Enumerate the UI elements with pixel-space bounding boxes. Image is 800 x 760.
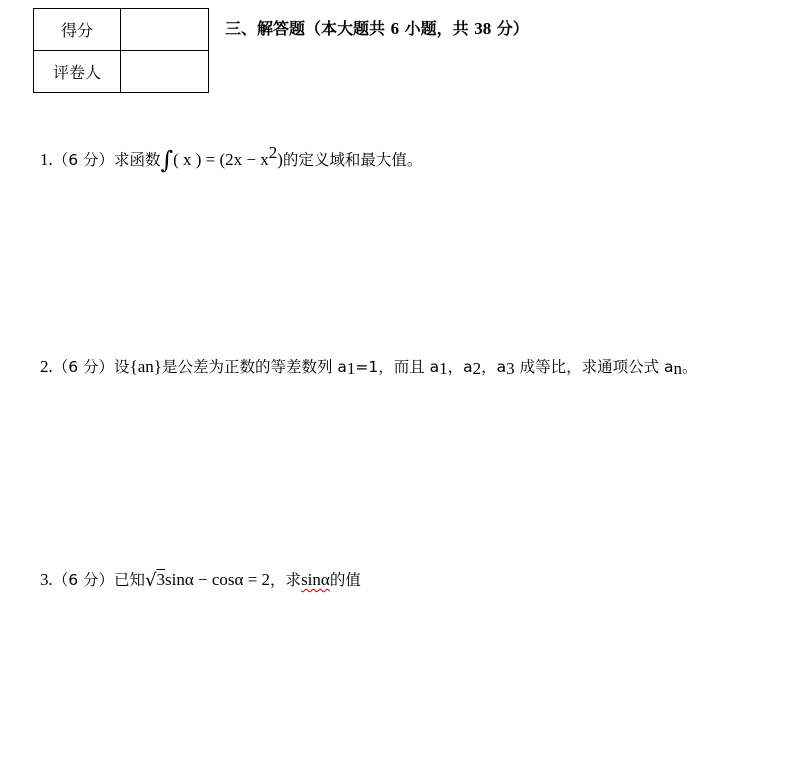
score-label: 得分 [34,9,121,51]
question-2 [40,355,698,379]
question-text: 已知 [114,571,146,589]
grader-row [34,51,209,93]
question-points: （6 分） [52,571,115,589]
question-text-end: 。 [682,358,698,376]
question-text: 是公差为正数的等差数列 a [161,358,347,376]
score-input-cell[interactable] [121,9,209,51]
question-text: ，a [481,358,507,376]
subscript: 1 [346,359,356,378]
question-text: =1，而且 a [355,358,440,376]
target-expression: sinα [301,570,330,589]
subscript: 2 [472,359,482,378]
score-row [34,9,209,51]
question-points: （6 分） [52,358,115,376]
question-formula-end: ) [277,150,283,169]
grader-input-cell[interactable] [121,51,209,93]
question-text-end: 的定义域和最大值。 [282,151,423,169]
function-symbol: ∫ [160,146,174,174]
radicand: 3 [156,570,166,589]
question-1 [40,143,423,174]
question-text: ，a [447,358,473,376]
question-3 [40,568,361,590]
subscript: 3 [506,359,515,378]
score-table [33,8,209,93]
question-text-end: 的值 [329,571,361,589]
exponent: 2 [268,143,278,162]
grader-label: 评卷人 [34,51,121,93]
question-number: 1. [40,150,53,169]
section-title-prefix: 三、解答题（本大题共 [225,19,391,38]
question-formula: ( x ) = (2x − x [173,150,269,169]
question-number: 3. [40,570,53,589]
sqrt-symbol: √ [145,570,157,591]
question-text: 成等比，求通项公式 a [514,358,674,376]
section-question-count: 6 [390,19,400,38]
question-points: （6 分） [52,151,115,169]
question-text: 求函数 [114,151,161,169]
section-title-suffix: 分） [491,19,529,38]
section-total-points: 38 [474,19,492,38]
question-number: 2. [40,357,53,376]
subscript: n [673,359,683,378]
sequence-symbol: {an} [129,357,162,376]
section-title [225,16,529,39]
section-title-mid: 小题，共 [399,19,475,38]
subscript: 1 [439,359,448,378]
question-text: ，求 [270,571,302,589]
question-text: 设 [114,358,130,376]
question-formula: sinα − cosα = 2 [165,570,271,589]
